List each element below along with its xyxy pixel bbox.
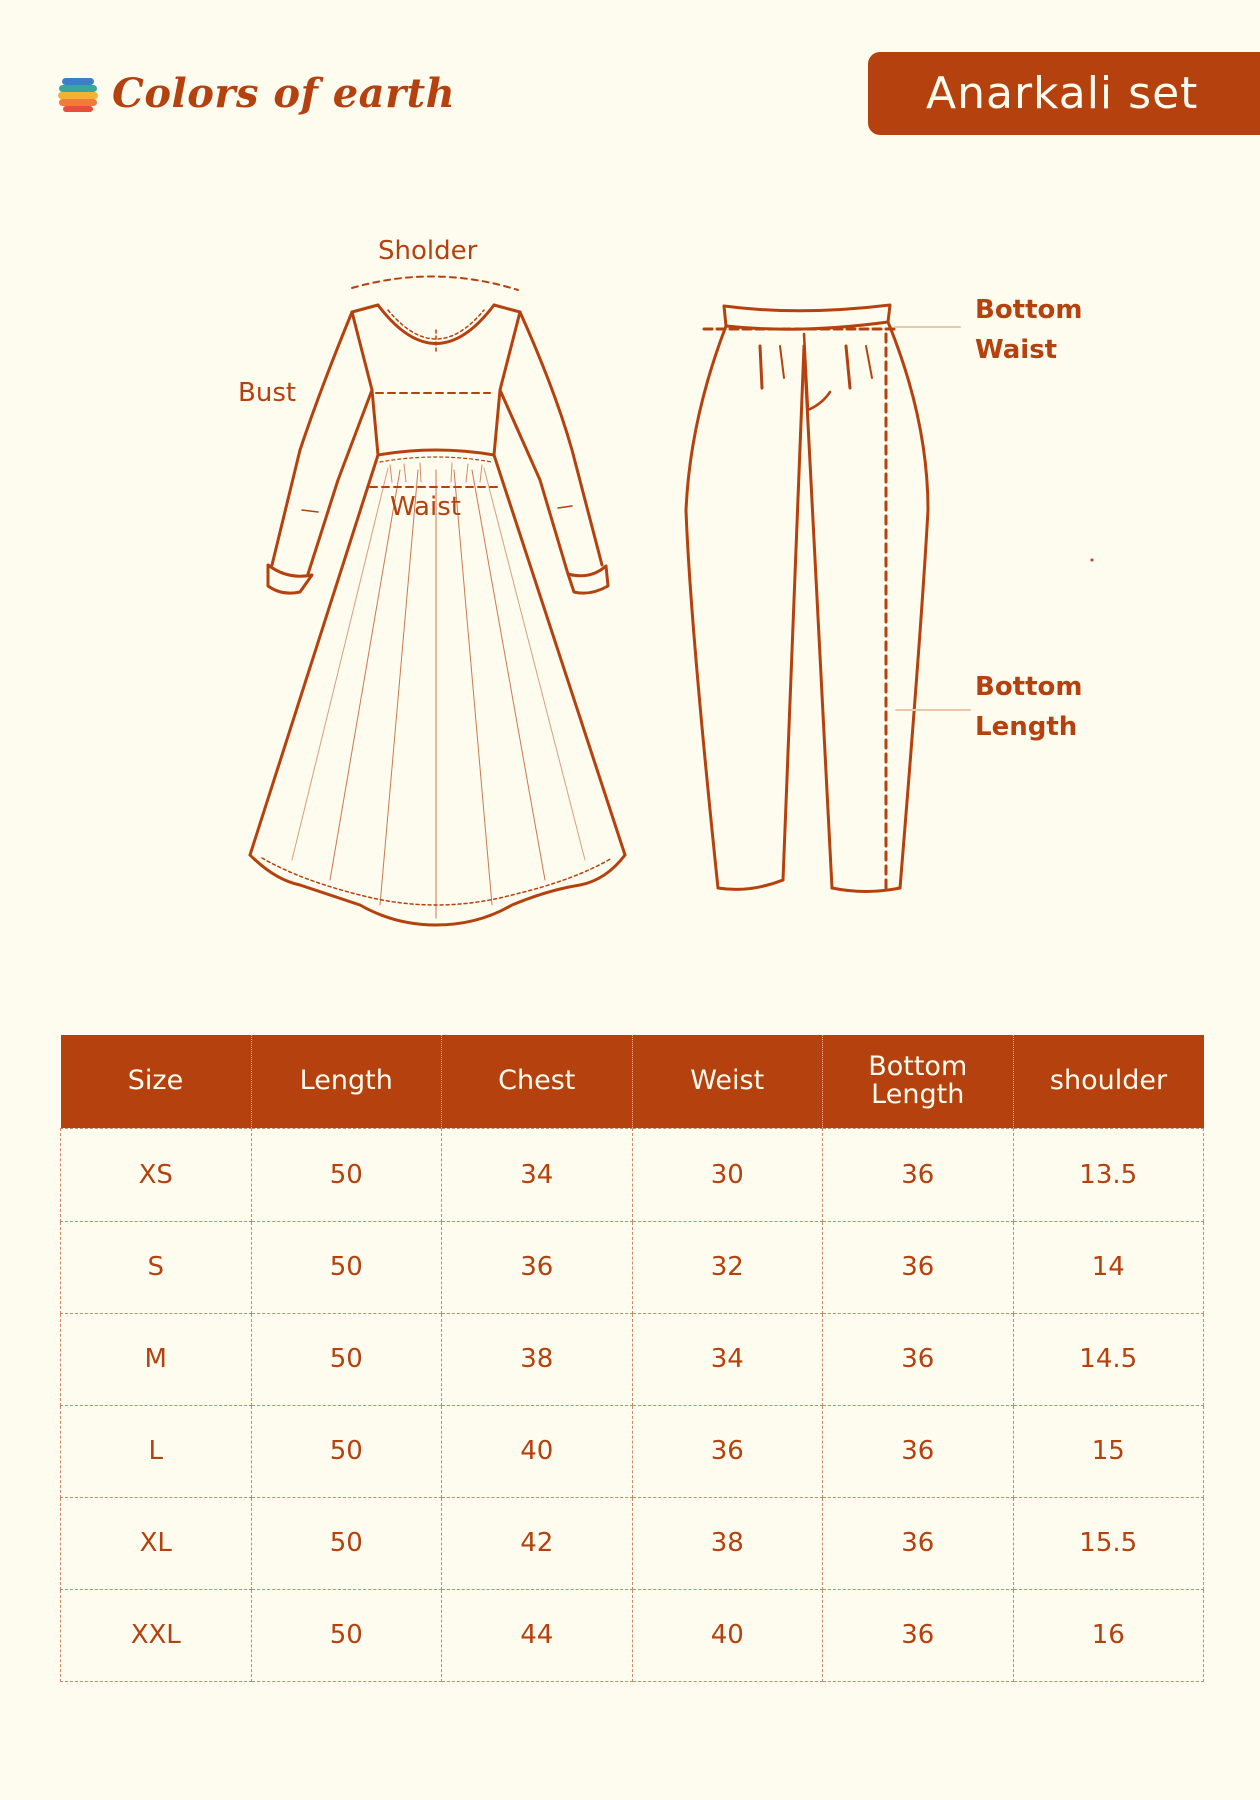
cell-length: 50 (251, 1221, 442, 1313)
cell-shoulder: 14.5 (1013, 1313, 1204, 1405)
cell-shoulder: 14 (1013, 1221, 1204, 1313)
bottom-waist-label: Bottom Waist (975, 295, 1083, 366)
cell-weist: 30 (632, 1128, 823, 1221)
cell-length: 50 (251, 1128, 442, 1221)
bust-label: Bust (238, 378, 297, 408)
cell-size: L (61, 1405, 252, 1497)
pants-icon (686, 305, 1094, 892)
garment-illustration (0, 200, 1260, 960)
cell-bottom-length: 36 (823, 1589, 1014, 1681)
anarkali-dress-icon (250, 276, 625, 925)
cell-bottom-length: 36 (823, 1221, 1014, 1313)
cell-bottom-length: 36 (823, 1497, 1014, 1589)
header-chest: Chest (442, 1035, 633, 1128)
waist-label: Waist (390, 492, 461, 522)
cell-length: 50 (251, 1405, 442, 1497)
brand-name: Colors of earth (112, 70, 456, 117)
table-row (61, 1221, 1204, 1313)
table-row (61, 1497, 1204, 1589)
cell-weist: 38 (632, 1497, 823, 1589)
cell-shoulder: 16 (1013, 1589, 1204, 1681)
bottom-length-label: Bottom Length (975, 672, 1083, 743)
cell-chest: 38 (442, 1313, 633, 1405)
cell-weist: 36 (632, 1405, 823, 1497)
cell-weist: 40 (632, 1589, 823, 1681)
cell-chest: 36 (442, 1221, 633, 1313)
cell-length: 50 (251, 1497, 442, 1589)
cell-weist: 32 (632, 1221, 823, 1313)
brand-logo[interactable] (58, 70, 455, 117)
cell-size: XL (61, 1497, 252, 1589)
cell-length: 50 (251, 1313, 442, 1405)
rainbow-logo-icon (58, 74, 98, 114)
header-size: Size (61, 1035, 252, 1128)
cell-size: M (61, 1313, 252, 1405)
size-chart-table (60, 1035, 1204, 1682)
cell-weist: 34 (632, 1313, 823, 1405)
cell-chest: 42 (442, 1497, 633, 1589)
table-row (61, 1313, 1204, 1405)
cell-chest: 44 (442, 1589, 633, 1681)
cell-chest: 40 (442, 1405, 633, 1497)
title-badge (868, 52, 1260, 135)
cell-bottom-length: 36 (823, 1313, 1014, 1405)
cell-shoulder: 15 (1013, 1405, 1204, 1497)
header-weist: Weist (632, 1035, 823, 1128)
cell-chest: 34 (442, 1128, 633, 1221)
header-shoulder: shoulder (1013, 1035, 1204, 1128)
table-header-row (61, 1035, 1204, 1128)
header-length: Length (251, 1035, 442, 1128)
cell-length: 50 (251, 1589, 442, 1681)
table-row (61, 1405, 1204, 1497)
table-row (61, 1128, 1204, 1221)
header-bottom-length: Bottom Length (823, 1035, 1014, 1128)
cell-bottom-length: 36 (823, 1128, 1014, 1221)
cell-size: S (61, 1221, 252, 1313)
cell-shoulder: 13.5 (1013, 1128, 1204, 1221)
cell-size: XS (61, 1128, 252, 1221)
table-row (61, 1589, 1204, 1681)
shoulder-label: Sholder (378, 236, 478, 266)
cell-bottom-length: 36 (823, 1405, 1014, 1497)
cell-shoulder: 15.5 (1013, 1497, 1204, 1589)
page-title: Anarkali set (926, 68, 1199, 119)
cell-size: XXL (61, 1589, 252, 1681)
